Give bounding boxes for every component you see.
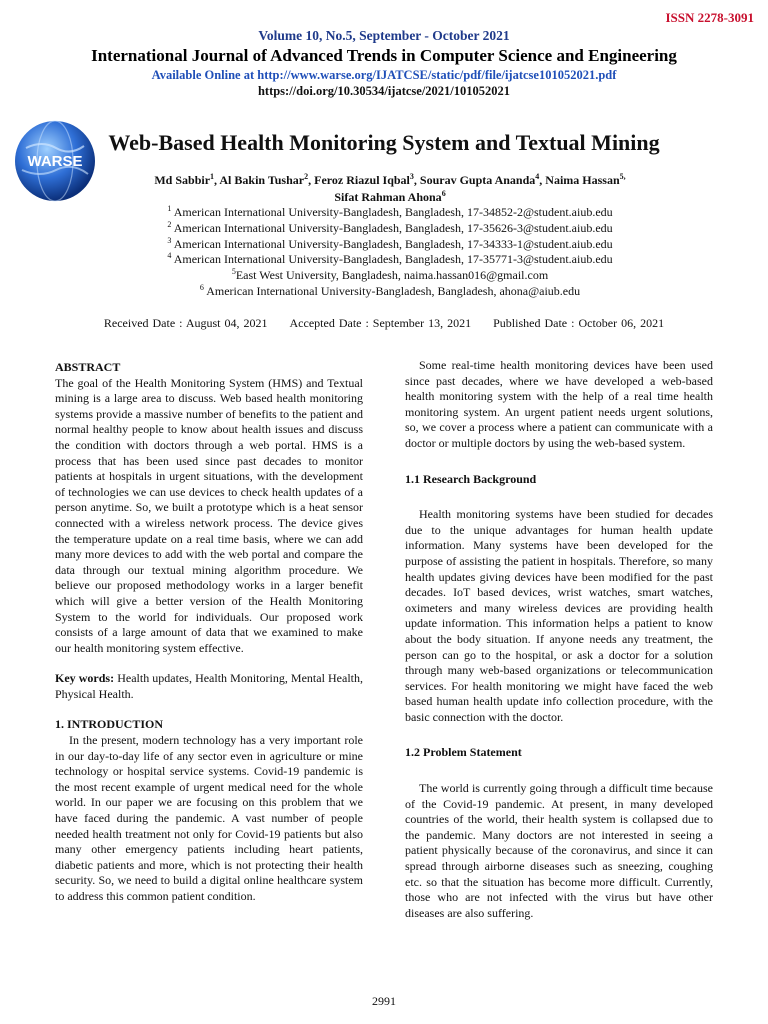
published-date: Published Date : October 06, 2021 (493, 316, 665, 330)
affiliation: $^1$ American International University-Bangladesh, Bangladesh, 17-34852-2@student.aiub.edu (167, 204, 613, 219)
affiliation: $^4$ American International University-Bangladesh, Bangladesh, 17-35771-3@student.aiub.edu (167, 251, 613, 267)
introduction-heading: 1. INTRODUCTION (55, 717, 164, 732)
page-number: 2991 (372, 994, 396, 1008)
issn: ISSN 2278-3091 (665, 10, 754, 25)
affiliation: $^6$ American International University-Bangladesh, Bangladesh, ahona@aiub.edu (199, 282, 581, 298)
introduction-text: In the present, modern technology has a very important role in our day-to-day life of any sector even in agriculture or mine technology or hospital service systems. Covid-19 pandemic is the most recent example of urgent medical need for the whole world. In our paper we are focusing on this problem that we have faced during the pandemic. A vast number of people needed health treatment not only for Covid-19 patients but also many other emergency patients including heart patients, diabetic patients and more, which is not protecting their health security. So, we need to build a digital online healthcare system to address this common patient condition. (55, 733, 363, 903)
available-online-link[interactable]: Available Online at http://www.warse.org/IJATCSE/static/pdf/file/ijatcse101052021.pdf (151, 68, 617, 82)
author-list: Md Sabbir$^1$, Al Bakin Tushar$^2$, Feroz Riazul Iqbal$^3$, Sourav Gupta Ananda$^4$, Naima Hassan$^{5,}$ Sifat Rahman Ahona$^6$ (154, 172, 626, 204)
problem-statement-text: The world is currently going through a difficult time because of the Covid-19 pandemic. At present, in many developed countries of the world, their health system is collapsed due to the pandemic. Many doctors are not interested in seeing a patient physically because of the coronavirus, and since it can spread through airborne diseases such as sneezing, coughing etc. so that the situation has become more difficult. Currently, those who are not infected with the virus but have other diseases are also suffering. (405, 781, 713, 920)
affiliation-list (110, 205, 670, 300)
author: Md Sabbir (154, 173, 211, 187)
keywords (55, 671, 363, 702)
author: Sourav Gupta Ananda (419, 173, 536, 187)
left-column (55, 360, 363, 905)
abstract-text: The goal of the Health Monitoring System (HMS) and Textual mining is a large area to discuss. Web based health monitoring systems provide a massive number of benefits to the patient and normal healthy people to know about health issues and discuss the condition with doctors through a web portal. HMS is a process that has been used since past decades to monitor patients at hospitals in urgent situations, with the development of technologies we can use devices to check health updates of a person anytime. So, we built a prototype which is a heat sensor connected with a wireless network process. The device gives the temperature update on a real time basis, where we can add many more devices to add with the web portal and compare the data through our textual mining algorithm procedure. We believe our proposed methodology works in a larger benefit which will give a better version of the Health Monitoring System to the world for individuals. Our proposed work consists of a large amount of data that we examined to make our health monitoring system effective. (55, 375, 363, 655)
paper-title: Web-Based Health Monitoring System and Textual Mining (108, 130, 660, 155)
problem-statement-heading: 1.2 Problem Statement (405, 745, 522, 760)
affiliation: $^3$ American International University-Bangladesh, Bangladesh, 17-34333-1@student.aiub.edu (167, 235, 613, 251)
doi-link[interactable]: https://doi.org/10.30534/ijatcse/2021/101052021 (257, 84, 511, 98)
author: Naima Hassan (545, 173, 620, 187)
affiliation: $^2$ American International University-Bangladesh, Bangladesh, 17-35626-3@student.aiub.edu (167, 219, 613, 235)
volume-info: Volume 10, No.5, September - October 2021 (258, 28, 510, 43)
research-background-heading: 1.1 Research Background (405, 471, 537, 486)
abstract-heading: ABSTRACT (55, 360, 121, 374)
research-background-text: Health monitoring systems have been studied for decades due to the unique advantages for human health update information. Many systems have been developed for the purpose of assisting the patient in hospitals. Therefore, so many health updates giving devices have been modified for the past decades. IoT based devices, wrist watches, smart watches, oximeters and many wireless devices are providing health update information. This information helps a patient to know about the body situation. If anyone needs any treatment, the person can go to the hospital, or ask a doctor for a solution through many web-based organizations or telecommunication services. For health monitoring we might have faced the web based human health update info collection procedure, with the basic connection with the doctor. (405, 507, 713, 724)
received-date: Received Date : August 04, 2021 (103, 316, 268, 330)
logo-text: WARSE (27, 153, 83, 170)
intro-continued-text: Some real-time health monitoring devices have been used since past decades, where we have developed a web-based health monitoring system with the help of a real time health monitoring system. An urgent patient needs urgent solutions, so, we cover a process where a patient can communicate with a doctor or multiple doctors by using the web-based system. (405, 358, 713, 450)
publication-dates (0, 316, 768, 331)
author: Feroz Riazul Iqbal (314, 173, 410, 187)
affiliation: $^5$East West University, Bangladesh, naima.hassan016@gmail.com (231, 267, 549, 283)
right-column (405, 358, 713, 921)
accepted-date: Accepted Date : September 13, 2021 (289, 316, 472, 330)
keywords-label: Key words: (55, 671, 115, 686)
keywords-text: Health updates, Health Monitoring, Mental Health, Physical Health. (55, 671, 364, 701)
author: Sifat Rahman Ahona (334, 190, 442, 204)
journal-title: International Journal of Advanced Trends in Computer Science and Engineering (91, 46, 677, 65)
author: Al Bakin Tushar (219, 173, 305, 187)
